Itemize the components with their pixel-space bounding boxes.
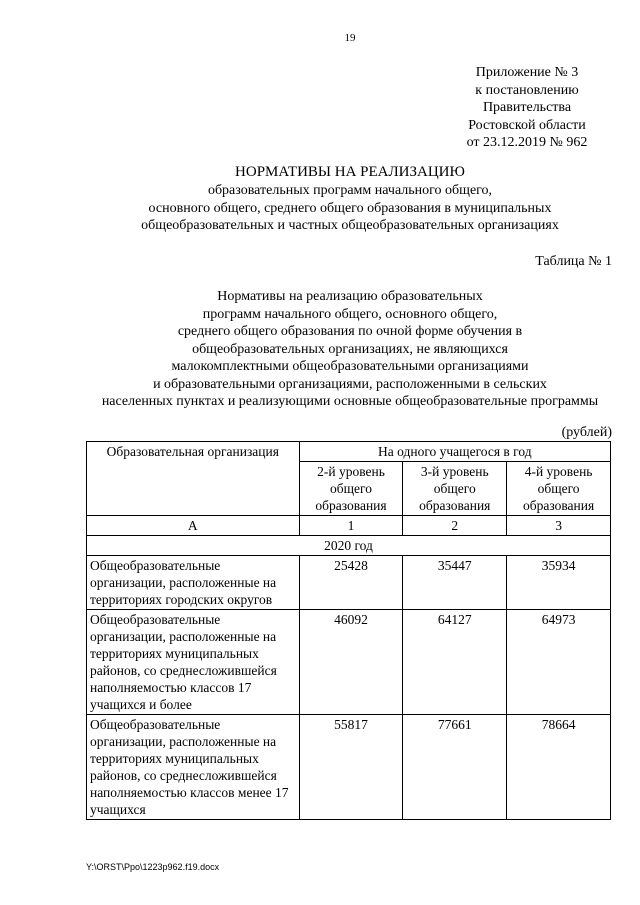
caption-line: Нормативы на реализацию образовательных [217,289,483,304]
value-cell: 64127 [403,610,507,715]
value-cell: 78664 [507,715,611,820]
header-level: 3-й уровень общего образования [403,462,507,516]
caption-line: и образовательными организациями, расположенными в сельских [153,376,547,392]
appendix-line: Ростовской области [468,117,586,133]
index-cell: 2 [403,516,507,536]
appendix-line: к постановлению [475,82,579,98]
header-level: 4-й уровень общего образования [507,462,611,516]
table-header-row [87,442,611,462]
file-path-footer: Y:\ORST\Ppo\1223p962.f19.docx [86,862,220,872]
table-row [87,715,611,820]
org-cell: Общеобразовательные организации, расположенные на территориях муниципальных районов, со среднесложившейся наполняемостью классов 17 учащихся и более [87,610,300,715]
caption-line: общеобразовательных организациях, не являющихся [192,341,508,357]
subtitle-line: образовательных программ начального общего, [207,183,493,198]
table-row [87,556,611,610]
units-label: (рублей) [561,425,612,440]
year-label: 2020 год [87,536,611,556]
norms-table [86,441,611,820]
caption-line: малокомплектными общеобразовательными организациями [171,359,529,374]
org-cell: Общеобразовательные организации, расположенные на территориях муниципальных районов, со среднесложившейся наполняемостью классов менее 17 учащихся [87,715,300,820]
table-year-row [87,536,611,556]
appendix-block [442,64,612,152]
subtitle-line: общеобразовательных и частных общеобразовательных организациях [141,218,559,233]
table-index-row [87,516,611,536]
caption-line: программ начального общего, основного общего, [202,306,498,322]
page-number: 19 [344,32,356,44]
table-row [87,610,611,715]
appendix-line: Приложение № 3 [475,65,579,80]
document-title: НОРМАТИВЫ НА РЕАЛИЗАЦИЮ [235,164,465,180]
header-group: На одного учащегося в год [299,442,610,462]
appendix-line: от 23.12.2019 № 962 [466,135,588,150]
header-level: 2-й уровень общего образования [299,462,403,516]
value-cell: 64973 [507,610,611,715]
index-cell: 1 [299,516,403,536]
value-cell: 35447 [403,556,507,610]
value-cell: 55817 [299,715,403,820]
value-cell: 25428 [299,556,403,610]
caption-line: населенных пунктах и реализующими основные общеобразовательные программы [101,394,599,409]
table-number: Таблица № 1 [535,254,612,269]
value-cell: 46092 [299,610,403,715]
value-cell: 77661 [403,715,507,820]
org-cell: Общеобразовательные организации, расположенные на территориях городских округов [87,556,300,610]
appendix-line: Правительства [482,100,572,115]
document-subtitle [0,182,640,235]
caption-line: среднего общего образования по очной форме обучения в [177,324,523,339]
index-cell: А [87,516,300,536]
header-org: Образовательная организация [87,442,300,516]
value-cell: 35934 [507,556,611,610]
index-cell: 3 [507,516,611,536]
table-caption [0,288,640,411]
subtitle-line: основного общего, среднего общего образования в муниципальных [148,200,552,216]
